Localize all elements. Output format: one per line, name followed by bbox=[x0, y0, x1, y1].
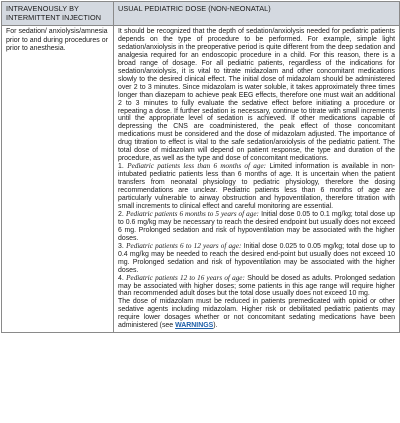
item-number: 3. bbox=[118, 242, 124, 250]
header-route bbox=[2, 2, 114, 26]
age-group-label: Pediatric patients 6 to 12 years of age: bbox=[126, 241, 242, 250]
age-group-item bbox=[118, 163, 395, 211]
item-number: 4. bbox=[118, 274, 124, 282]
age-group-item bbox=[118, 243, 395, 275]
warnings-link[interactable]: WARNINGS bbox=[175, 322, 214, 330]
age-group-label: Pediatric patients 6 months to 5 years of age: bbox=[125, 209, 259, 218]
age-group-text: Should be dosed as adults. Prolonged sedation may be associated with higher doses; some patients in this age range will require higher than recommended adult doses but the total dose usually does not exceed 10 mg. bbox=[118, 274, 395, 298]
item-number: 1. bbox=[118, 163, 124, 171]
closing-end: ). bbox=[213, 322, 218, 330]
age-group-label: Pediatric patients 12 to 16 years of age: bbox=[126, 273, 245, 282]
dosage-table bbox=[1, 1, 400, 333]
indication-cell bbox=[2, 26, 114, 333]
header-route-line2: INTERMITTENT INJECTION bbox=[6, 12, 102, 22]
closing-paragraph bbox=[118, 298, 395, 330]
header-dose bbox=[114, 2, 400, 26]
age-group-item bbox=[118, 275, 395, 299]
closing-text: The dose of midazolam must be reduced in patients premedicated with opioid or other sedative agents including midazolam. Higher risk or debilitated pediatric patients may require lower dosages whether or not concomitant sedating medications have been administered (see bbox=[118, 298, 395, 330]
age-group-text: Initial dose 0.05 to 0.1 mg/kg; total dose up to 0.6 mg/kg may be necessary to reach the desired endpoint but usually does not exceed 6 mg. Prolonged sedation and risk of hypoventilation may be associated with the higher doses. bbox=[118, 210, 395, 242]
age-group-text: Limited information is available in non-intubated pediatric patients less than 6 months of age. It is uncertain when the patient transfers from neonatal physiology to pediatric physiology, therefore the dosing recommendations are unclear. Pediatric patients less than 6 months of age are particularly vulnerable to airway obstruction and hypoventilation, therefore titration with small increments to clinical effect and careful monitoring are essential. bbox=[118, 163, 395, 210]
header-dose-label: USUAL PEDIATRIC DOSE (NON-NEONATAL) bbox=[118, 4, 271, 13]
age-group-item bbox=[118, 211, 395, 243]
intro-paragraph: It should be recognized that the depth of sedation/anxiolysis needed for pediatric patients depends on the type of procedure to be performed. For example, simple light sedation/anxiolysis in the preoperative period is quite different from the deep sedation and analgesia required for an endoscopic procedure in a child. For this reason, there is a broad range of dosage. For all pediatric patients, regardless of the indications for sedation/anxiolysis, it is vital to titrate midazolam and other concomitant medications slowly to the desired clinical effect. The initial dose of midazolam should be administered over 2 to 3 minutes. Since midazolam is water soluble, it takes approximately three times longer than diazepam to achieve peak EEG effects, therefore one must wait an additional 2 to 3 minutes to fully evaluate the sedative effect before initiating a procedure or repeating a dose. If further sedation is necessary, continue to titrate with small increments until the appropriate level of sedation is achieved. If other medications capable of depressing the CNS are coadministered, the peak effect of those concomitant medications must be considered and the dose of midazolam adjusted. The importance of drug titration to effect is vital to the safe sedation/anxiolysis of the pediatric patient. The total dose of midazolam will depend on patient response, the type and duration of the procedure, as well as the type and dose of concomitant medications. bbox=[118, 28, 395, 163]
age-group-label: Pediatric patients less than 6 months of age: bbox=[127, 162, 267, 171]
indication-text: For sedation/ anxiolysis/amnesia prior to and during procedures or prior to anesthesia. bbox=[6, 28, 108, 52]
table-row bbox=[2, 26, 400, 333]
header-route-line1: INTRAVENOUSLY BY bbox=[6, 4, 79, 13]
item-number: 2. bbox=[118, 210, 124, 218]
table-header-row bbox=[2, 2, 400, 26]
dose-cell bbox=[114, 26, 400, 333]
age-group-text: Initial dose 0.025 to 0.05 mg/kg; total dose up to 0.4 mg/kg may be needed to reach the desired end-point but usually does not exceed 10 mg. Prolonged sedation and risk of hypoventilation may be associated with the higher doses. bbox=[118, 242, 396, 274]
